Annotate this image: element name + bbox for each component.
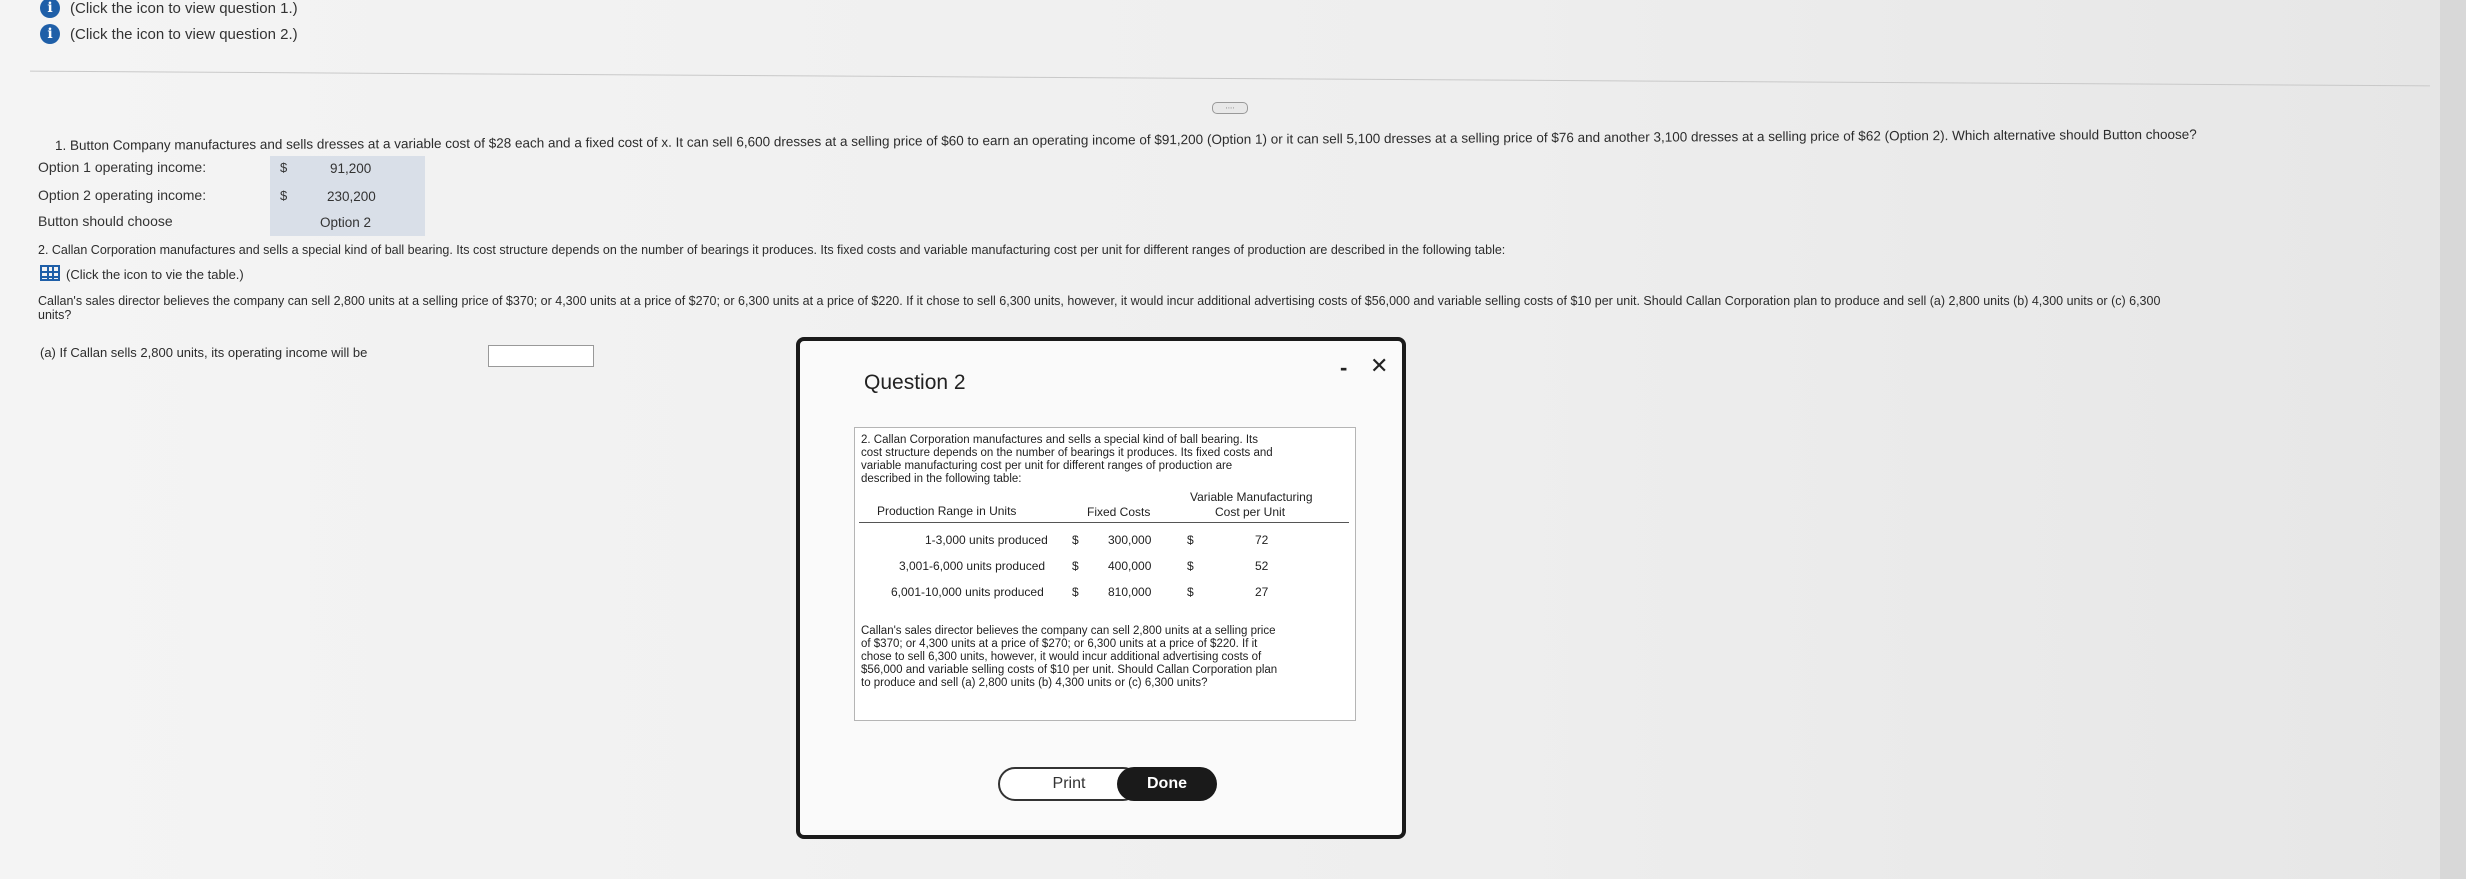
part-a-prompt: (a) If Callan sells 2,800 units, its operating income will be <box>40 345 368 360</box>
dialog-title: Question 2 <box>864 371 966 394</box>
question-content <box>854 427 1356 721</box>
question-2-dialog <box>796 337 1406 839</box>
option1-label: Option 1 operating income: <box>38 159 207 175</box>
operating-income-input[interactable] <box>488 345 594 367</box>
scrollbar-track[interactable] <box>2440 0 2466 879</box>
variable-dollar: $ <box>1187 585 1194 599</box>
director-text: Callan's sales director believes the company can sell 2,800 units at a selling price of $370; or 4,300 units at a price of $270; or 6,300 units at a price of $220. If it chose to sell 6,300 units, however, it would incur additional advertising costs of $56,000 and variable selling costs of $10 per unit. Should Callan Corporation plan to produce and sell (a) 2,800 units (b) 4,300 units or (c) 6,300 <box>38 294 2161 308</box>
intro-line: described in the following table: <box>861 473 1022 485</box>
option2-value: 230,200 <box>327 189 376 204</box>
range-cell: 6,001-10,000 units produced <box>891 585 1044 599</box>
table-icon[interactable] <box>40 265 60 281</box>
variable-cost-cell: 72 <box>1255 533 1269 547</box>
expand-handle[interactable]: ∙∙∙∙ <box>1212 102 1248 114</box>
info-icon[interactable]: i <box>40 24 60 44</box>
problem-1-text: 1. Button Company manufactures and sells dresses at a variable cost of $28 each and a fixed cost of x. It can sell 6,600 dresses at a selling price of $60 to earn an operating income of $91,200 (Option 1) or it can sell 5,100 dresses at a selling price of $76 and another 3,100 dresses at a selling price of $62 (Option 2). Which alternative should Button choose? <box>54 126 2197 153</box>
minimize-icon[interactable]: - <box>1340 355 1348 380</box>
outro-line: of $370; or 4,300 units at a price of $270; or 6,300 units at a price of $220. If it <box>861 638 1258 650</box>
option2-dollar: $ <box>280 188 288 203</box>
question-2-link-text[interactable]: (Click the icon to view question 2.) <box>70 25 298 43</box>
variable-cost-cell: 52 <box>1255 559 1269 573</box>
intro-line: 2. Callan Corporation manufactures and sells a special kind of ball bearing. Its <box>861 434 1258 446</box>
option2-label: Option 2 operating income: <box>38 187 207 203</box>
question-2-link[interactable] <box>40 24 298 44</box>
problem-2-text: 2. Callan Corporation manufactures and sells a special kind of ball bearing. Its cost structure depends on the number of bearings it produces. Its fixed costs and variable manufacturing cost per unit for different ranges of production are described in the following table: <box>38 243 1506 257</box>
header-cost-per-unit: Cost per Unit <box>1215 505 1286 519</box>
director-text-end: units? <box>38 308 72 322</box>
done-button[interactable]: Done <box>1117 767 1217 801</box>
choice-value: Option 2 <box>320 215 372 230</box>
intro-line: cost structure depends on the number of bearings it produces. Its fixed costs and <box>861 447 1273 459</box>
fixed-cost-cell: 400,000 <box>1108 559 1152 573</box>
question-1-link[interactable] <box>40 0 298 18</box>
table-link-text[interactable]: (Click the icon to vie the table.) <box>66 267 244 282</box>
range-cell: 1-3,000 units produced <box>925 533 1048 547</box>
fixed-dollar: $ <box>1072 585 1079 599</box>
option1-value: 91,200 <box>330 161 372 176</box>
outro-line: Callan's sales director believes the company can sell 2,800 units at a selling price <box>861 625 1276 637</box>
fixed-cost-cell: 810,000 <box>1108 585 1152 599</box>
variable-cost-cell: 27 <box>1255 585 1269 599</box>
fixed-cost-cell: 300,000 <box>1108 533 1152 547</box>
close-icon[interactable]: ✕ <box>1370 353 1389 378</box>
outro-line: chose to sell 6,300 units, however, it would incur additional advertising costs of <box>861 651 1262 663</box>
variable-dollar: $ <box>1187 559 1194 573</box>
intro-line: variable manufacturing cost per unit for different ranges of production are <box>861 460 1233 472</box>
print-button[interactable]: Print <box>998 767 1140 801</box>
outro-line: to produce and sell (a) 2,800 units (b) 4,300 units or (c) 6,300 units? <box>861 677 1208 689</box>
header-rule <box>859 522 1349 523</box>
fixed-dollar: $ <box>1072 559 1079 573</box>
header-fixed-costs: Fixed Costs <box>1087 505 1151 519</box>
outro-line: $56,000 and variable selling costs of $10 per unit. Should Callan Corporation plan <box>861 664 1278 676</box>
header-production-range: Production Range in Units <box>877 504 1017 518</box>
choice-label: Button should choose <box>38 213 173 229</box>
variable-dollar: $ <box>1187 533 1194 547</box>
option1-dollar: $ <box>280 160 288 175</box>
range-cell: 3,001-6,000 units produced <box>899 559 1046 573</box>
header-variable-manufacturing: Variable Manufacturing <box>1190 490 1313 504</box>
fixed-dollar: $ <box>1072 533 1079 547</box>
info-icon[interactable]: i <box>40 0 60 18</box>
question-1-link-text[interactable]: (Click the icon to view question 1.) <box>70 0 298 17</box>
